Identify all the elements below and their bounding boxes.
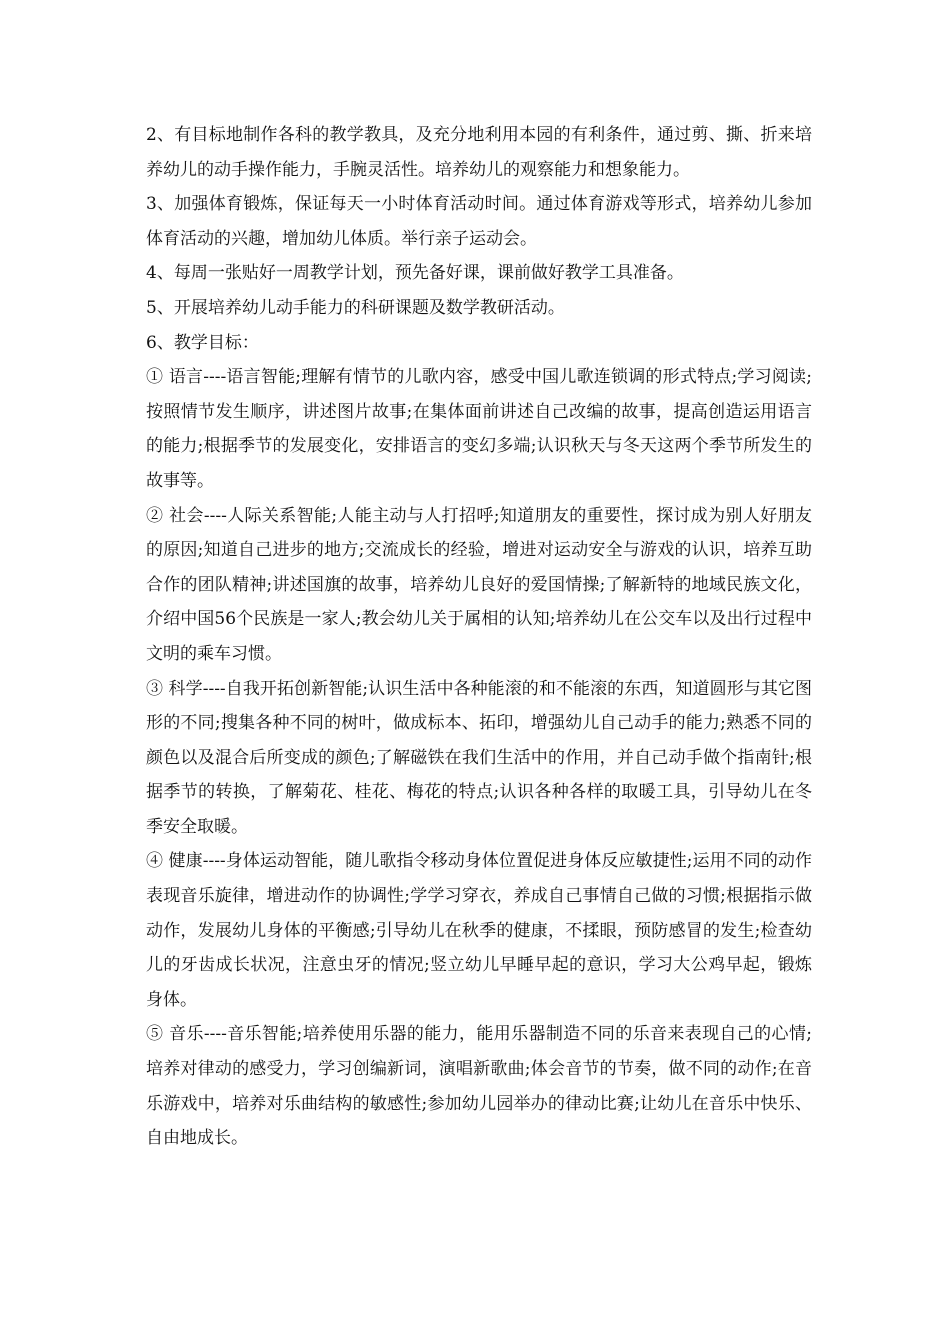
goal-science: ③ 科学----自我开拓创新智能;认识生活中各种能滚的和不能滚的东西，知道圆形与其它图形的不同;搜集各种不同的树叶，做成标本、拓印，增强幼儿自己动手的能力;熟悉不同的颜色以及混合后所变成的颜色;了解磁铁在我们生活中的作用，并自己动手做个指南针;根据季节的转换，了解菊花、桂花、梅花的特点;认识各种各样的取暖工具，引导幼儿在冬季安全取暖。 — [146, 678, 812, 837]
goal-health: ④ 健康----身体运动智能，随儿歌指令移动身体位置促进身体反应敏捷性;运用不同的动作表现音乐旋律，增进动作的协调性;学学习穿衣，养成自己事情自己做的习惯;根据指示做动作，发展幼儿身体的平衡感;引导幼儿在秋季的健康，不揉眼，预防感冒的发生;检查幼儿的牙齿成长状况，注意虫牙的情况;竖立幼儿早睡早起的意识，学习大公鸡早起，锻炼身体。 — [146, 851, 812, 1010]
section-heading-teaching-goals: 6、教学目标： — [146, 332, 259, 353]
goal-social: ② 社会----人际关系智能;人能主动与人打招呼;知道朋友的重要性，探讨成为别人好朋友的原因;知道自己进步的地方;交流成长的经验，增进对运动安全与游戏的认识，培养互助合作的团队精神;讲述国旗的故事，培养幼儿良好的爱国情操;了解新特的地域民族文化，介绍中国56个民族是一家人;教会幼儿关于属相的认知;培养幼儿在公交车以及出行过程中文明的乘车习惯。 — [146, 505, 812, 664]
paragraph-item-3: 3、加强体育锻炼，保证每天一小时体育活动时间。通过体育游戏等形式，培养幼儿参加体育活动的兴趣，增加幼儿体质。举行亲子运动会。 — [146, 194, 812, 249]
goal-language: ① 语言----语言智能;理解有情节的儿歌内容，感受中国儿歌连锁调的形式特点;学习阅读;按照情节发生顺序，讲述图片故事;在集体面前讲述自己改编的故事，提高创造运用语言的能力;根据季节的发展变化，安排语言的变幻多端;认识秋天与冬天这两个季节所发生的故事等。 — [146, 367, 812, 491]
paragraph-item-4: 4、每周一张贴好一周教学计划，预先备好课，课前做好教学工具准备。 — [146, 263, 684, 284]
document-body — [146, 118, 812, 1156]
goal-music: ⑤ 音乐----音乐智能;培养使用乐器的能力，能用乐器制造不同的乐音来表现自己的心情;培养对律动的感受力，学习创编新词，演唱新歌曲;体会音节的节奏，做不同的动作;在音乐游戏中，培养对乐曲结构的敏感性;参加幼儿园举办的律动比赛;让幼儿在音乐中快乐、自由地成长。 — [146, 1024, 812, 1149]
paragraph-item-2: 2、有目标地制作各科的教学教具，及充分地利用本园的有利条件，通过剪、撕、折来培养幼儿的动手操作能力，手腕灵活性。培养幼儿的观察能力和想象能力。 — [146, 125, 812, 180]
paragraph-item-5: 5、开展培养幼儿动手能力的科研课题及数学教研活动。 — [146, 297, 565, 318]
